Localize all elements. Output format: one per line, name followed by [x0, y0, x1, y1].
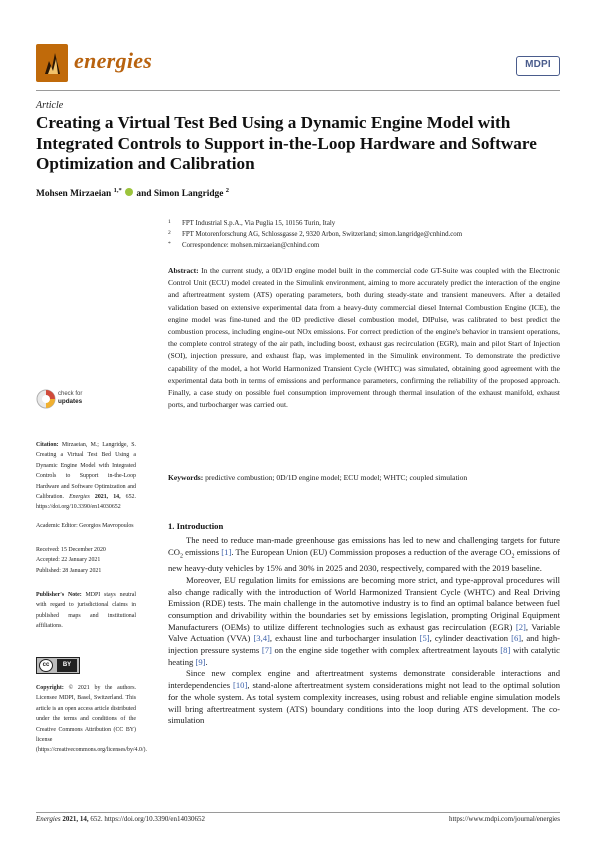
publication-dates: [36, 545, 136, 576]
publisher-note-label: Publisher's Note:: [36, 592, 82, 598]
copyright-text: © 2021 by the authors. Licensee MDPI, Basel, Switzerland. This article is an open access article distributed under the terms and conditions of the Creative Commons Attribution (CC BY) license (https://creativecommons.org/licenses/by/4.0/).: [36, 685, 147, 754]
author-affiliation-mark: 1,*: [113, 187, 122, 194]
journal-name[interactable]: energies: [74, 48, 153, 73]
reference-link[interactable]: [6]: [511, 633, 522, 644]
citation-block: [36, 440, 136, 513]
published-date: Published: 28 January 2021: [36, 567, 102, 574]
article-type: Article: [36, 100, 64, 111]
orcid-icon[interactable]: [125, 188, 133, 196]
attribution-icon: BY: [57, 659, 77, 672]
check-updates-label: check for updates: [58, 391, 83, 405]
reference-link[interactable]: [9]: [195, 656, 206, 667]
reference-link[interactable]: [3,4]: [253, 633, 270, 644]
publisher-note: [36, 590, 136, 632]
publisher-logo-text: MDPI: [525, 59, 551, 70]
citation-text: Mirzaeian, M.; Langridge, S. Creating a Virtual Test Bed Using a Dynamic Engine Model with Integrated Controls to Support in-the-Loop Hardware and Software Optimization and Calibration.: [36, 442, 136, 501]
journal-url-link[interactable]: https://www.mdpi.com/journal/energies: [448, 815, 560, 823]
citation-doi-link[interactable]: 652. https://doi.org/10.3390/en14030652: [36, 494, 136, 511]
reference-link[interactable]: [5]: [419, 633, 430, 644]
introduction-body: [168, 535, 560, 727]
paragraph: Moreover, EU regulation limits for emissions are becoming more strict, and type-approval procedures will also change radically with the introduction of World Harmonized Transient Cycle (WHTC) and Real Driving Emission (RDE) tests. The main challenge in the automotive industry is to find an optimal balance between fuel consumption and drivability within the boundaries set by emissions legislation, prompting Original Equipment Manufacturers (OEMs) to utilize different technologies such as exhaust gas recirculation (EGR) [2], Variable Valve Actuation (VVA) [3,4], exhaust line and turbocharger insulation [5], cylinder deactivation [6], and high-injection pressure systems [7] on the engine side together with complex aftertreatment layouts [8] with catalytic heating [9].: [168, 574, 560, 667]
abstract-text: In the current study, a 0D/1D engine model built in the commercial code GT-Suite was coupled with the Electronic Control Unit (ECU) model created in the Simulink environment, aiming to more accurately predict the interaction of the engine and aftertreatment system (ATS) operating parameters, both during steady-state and transient maneuvers. After a detailed validation based on extensive experimental data from a heavy-duty commercial diesel Internal Combustion Engine (ICE), the engine model was fine-tuned and the 0D predictive diesel combustion model, DIPulse, was calibrated to best predict the combustion process, including engine-out NOx emissions. For correct prediction of the engine's behavior in transient operations, the complete control strategy of the air path, including boost, exhaust gas recirculation (EGR), main and pilot Start of Injection (SOI), injection pressure, and exhaust flap, was implemented in the Simulink environment. To demonstrate the predictive capability of the model, a hot World Harmonized Transient Cycle (WHTC) was simulated, obtaining good agreement with the experimental data both in terms of emissions and performance parameters, confirming the reliability of the proposed approach. Finally, a case study on possible fuel consumption improvement through thermal insulation of the exhaust manifold, exhaust ports, and turbocharger was carried out.: [168, 266, 561, 410]
journal-logo-icon: [36, 44, 68, 82]
copyright-label: Copyright:: [36, 685, 64, 691]
citation-journal: Energies: [69, 494, 90, 501]
reference-link[interactable]: [2]: [515, 621, 526, 632]
footer-journal: Energies: [36, 815, 61, 823]
affiliation-mark: *: [168, 241, 171, 247]
section-heading: 1. Introduction: [168, 521, 224, 531]
header-divider: [36, 90, 560, 91]
creative-commons-icon: cc: [39, 659, 53, 672]
abstract-label: Abstract:: [168, 266, 199, 275]
accepted-date: Accepted: 22 January 2021: [36, 557, 101, 564]
reference-link[interactable]: [1]: [221, 546, 232, 557]
academic-editor: Academic Editor: Georgios Mavropoulos: [36, 523, 134, 529]
author-list: [36, 187, 229, 199]
citation-label: Citation:: [36, 442, 59, 448]
paragraph: The need to reduce man-made greenhouse gas emissions has led to new and challenging targets for future $CO_2$ emissions [1]. The European Union (EU) Commission proposes a reduction of the average $CO_2$ emissions of new heavy-duty vehicles by 15% and 30% in 2025 and 2030, respectively, compared with the 2019 baseline.: [168, 535, 560, 574]
footer-citation: [36, 815, 205, 823]
received-date: Received: 15 December 2020: [36, 547, 106, 553]
author-name[interactable]: Mohsen Mirzaeian: [36, 189, 112, 200]
page-title: Creating a Virtual Test Bed Using a Dynamic Engine Model with Integrated Controls to Support in-the-Loop Hardware and Software Optimization and Calibration: [36, 113, 537, 173]
check-updates-icon: [36, 388, 56, 410]
flame-icon: [36, 44, 68, 82]
author-affiliation-mark: 2: [225, 187, 230, 194]
affiliation-mark: 1: [168, 219, 171, 225]
affiliation-mark: 2: [168, 230, 171, 236]
affiliation-text: FPT Motorenforschung AG, Schlossgasse 2, 9320 Arbon, Switzerland; simon.langridge@cnhind.com: [182, 231, 463, 238]
keywords-label: Keywords:: [168, 473, 204, 482]
footer-divider: [36, 812, 560, 813]
check-for-updates-button[interactable]: [36, 388, 90, 414]
copyright-notice: [36, 683, 147, 756]
keywords: [168, 472, 560, 483]
citation-volume: 2021, 14,: [94, 494, 121, 501]
reference-link[interactable]: [8]: [500, 645, 511, 656]
cc-by-license-badge[interactable]: [36, 657, 80, 674]
publisher-logo[interactable]: [516, 56, 560, 76]
keywords-text: predictive combustion; 0D/1D engine model; ECU model; WHTC; coupled simulation: [205, 473, 468, 482]
footer-doi-link[interactable]: 652. https://doi.org/10.3390/en14030652: [90, 815, 205, 823]
abstract: [168, 265, 560, 411]
publisher-note-text: MDPI stays neutral with regard to jurisdictional claims in published maps and institutional affiliations.: [36, 592, 136, 630]
paragraph: Since new complex engine and aftertreatment systems demonstrate considerable interactions and interdependencies [10], stand-alone aftertreatment system considerations might not lead to the optimal solution for the whole system. As total system complexity increases, using robust and reliable engine simulation models will bring aftertreatment system (ATS) boundary conditions into the loop during ATS development. The co-simulation: [168, 668, 561, 726]
affiliation-text: Correspondence: mohsen.mirzaeian@cnhind.com: [182, 242, 320, 249]
affiliation-text: FPT Industrial S.p.A., Via Puglia 15, 10156 Turin, Italy: [182, 220, 336, 227]
reference-link[interactable]: [10]: [233, 680, 248, 691]
author-name[interactable]: and Simon Langridge: [136, 189, 224, 200]
footer-volume: 2021, 14,: [62, 815, 89, 823]
reference-link[interactable]: [7]: [261, 645, 272, 656]
